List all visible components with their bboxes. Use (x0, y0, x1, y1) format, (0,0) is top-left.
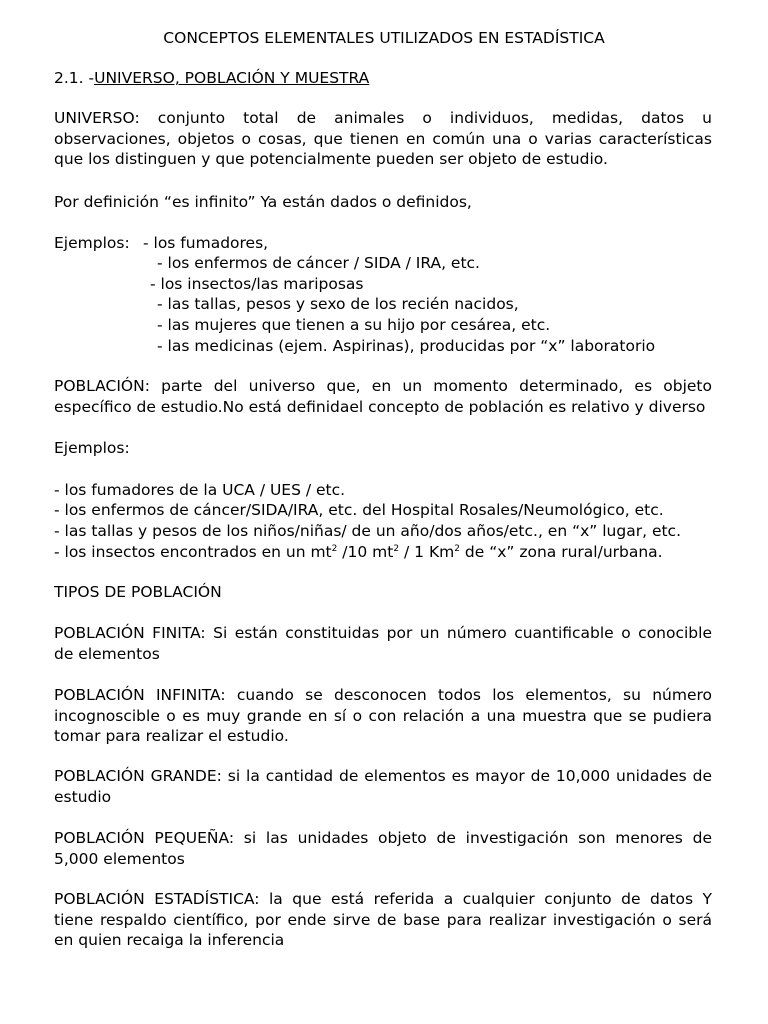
paragraph-line: que los distinguen y que potencialmente pueden ser objeto de estudio. (54, 150, 608, 168)
paragraph-line: UNIVERSO: conjunto total de animales o individuos, medidas, datos u (54, 109, 712, 127)
example-item: - las medicinas (ejem. Aspirinas), producidas por “x” laboratorio (157, 337, 656, 355)
section-title: UNIVERSO, POBLACIÓN Y MUESTRA (94, 69, 370, 87)
example-item: - los insectos/las mariposas (150, 275, 364, 293)
paragraph-line: en quien recaiga la inferencia (54, 931, 285, 949)
paragraph-line: tomar para realizar el estudio. (54, 727, 289, 745)
example-item (54, 542, 663, 562)
universo-paragraph (54, 108, 712, 170)
paragraph-line: tiene respaldo científico, por ende sirve de base para realizar investigación o será (54, 910, 712, 929)
section-number: 2.1. - (54, 69, 95, 87)
example-item: - los fumadores de la UCA / UES / etc. (54, 481, 346, 499)
item-text: / 1 Km (399, 543, 455, 561)
pequena-paragraph (54, 828, 712, 869)
superscript: 2 (331, 544, 338, 554)
paragraph-line: observaciones, objetos o cosas, que tienen en común una o varias características (54, 129, 712, 148)
superscript: 2 (393, 544, 400, 554)
examples-label: Ejemplos: (54, 439, 130, 457)
finita-paragraph (54, 623, 712, 664)
item-text: de “x” zona rural/urbana. (459, 543, 663, 561)
document-title: CONCEPTOS ELEMENTALES UTILIZADOS EN ESTADÍSTICA (163, 29, 605, 47)
paragraph-line: estudio (54, 787, 112, 806)
item-text: - los insectos encontrados en un mt (54, 543, 332, 561)
paragraph-line: de elementos (54, 644, 160, 663)
definition-line: Por definición “es infinito” Ya están dados o definidos, (54, 193, 472, 211)
paragraph-line: incognoscible o es muy grande en sí o con relación a una muestra que se pudiera (54, 706, 712, 725)
example-item: - las tallas y pesos de los niños/niñas/ de un año/dos años/etc., en “x” lugar, etc. (54, 522, 682, 540)
estadistica-paragraph (54, 889, 712, 951)
paragraph-line: POBLACIÓN INFINITA: cuando se desconocen todos los elementos, su número (54, 686, 712, 704)
examples-label: Ejemplos: (54, 234, 130, 252)
paragraph-line: POBLACIÓN: parte del universo que, en un momento determinado, es objeto (54, 377, 712, 395)
paragraph-line: POBLACIÓN PEQUEÑA: si las unidades objeto de investigación son menores de (54, 829, 712, 847)
tipos-heading: TIPOS DE POBLACIÓN (54, 583, 222, 601)
example-item: - los enfermos de cáncer / SIDA / IRA, etc. (157, 254, 480, 272)
superscript: 2 (454, 544, 460, 554)
example-item: - las tallas, pesos y sexo de los recién nacidos, (157, 295, 519, 313)
infinita-paragraph (54, 685, 712, 747)
paragraph-line: POBLACIÓN ESTADÍSTICA: la que está referida a cualquier conjunto de datos Y (54, 890, 712, 908)
example-item: - los fumadores, (143, 234, 269, 252)
section-heading (54, 68, 369, 88)
poblacion-paragraph (54, 376, 712, 417)
paragraph-line: específico de estudio.No está definidael concepto de población es relativo y diverso (54, 397, 706, 416)
paragraph-line: POBLACIÓN GRANDE: si la cantidad de elementos es mayor de 10,000 unidades de (54, 767, 712, 785)
item-text: /10 mt (337, 543, 394, 561)
grande-paragraph (54, 766, 712, 807)
example-item: - las mujeres que tienen a su hijo por cesárea, etc. (157, 316, 551, 334)
paragraph-line: POBLACIÓN FINITA: Si están constituidas por un número cuantificable o conocible (54, 624, 712, 642)
example-item: - los enfermos de cáncer/SIDA/IRA, etc. del Hospital Rosales/Neumológico, etc. (54, 501, 664, 519)
paragraph-line: 5,000 elementos (54, 849, 185, 868)
